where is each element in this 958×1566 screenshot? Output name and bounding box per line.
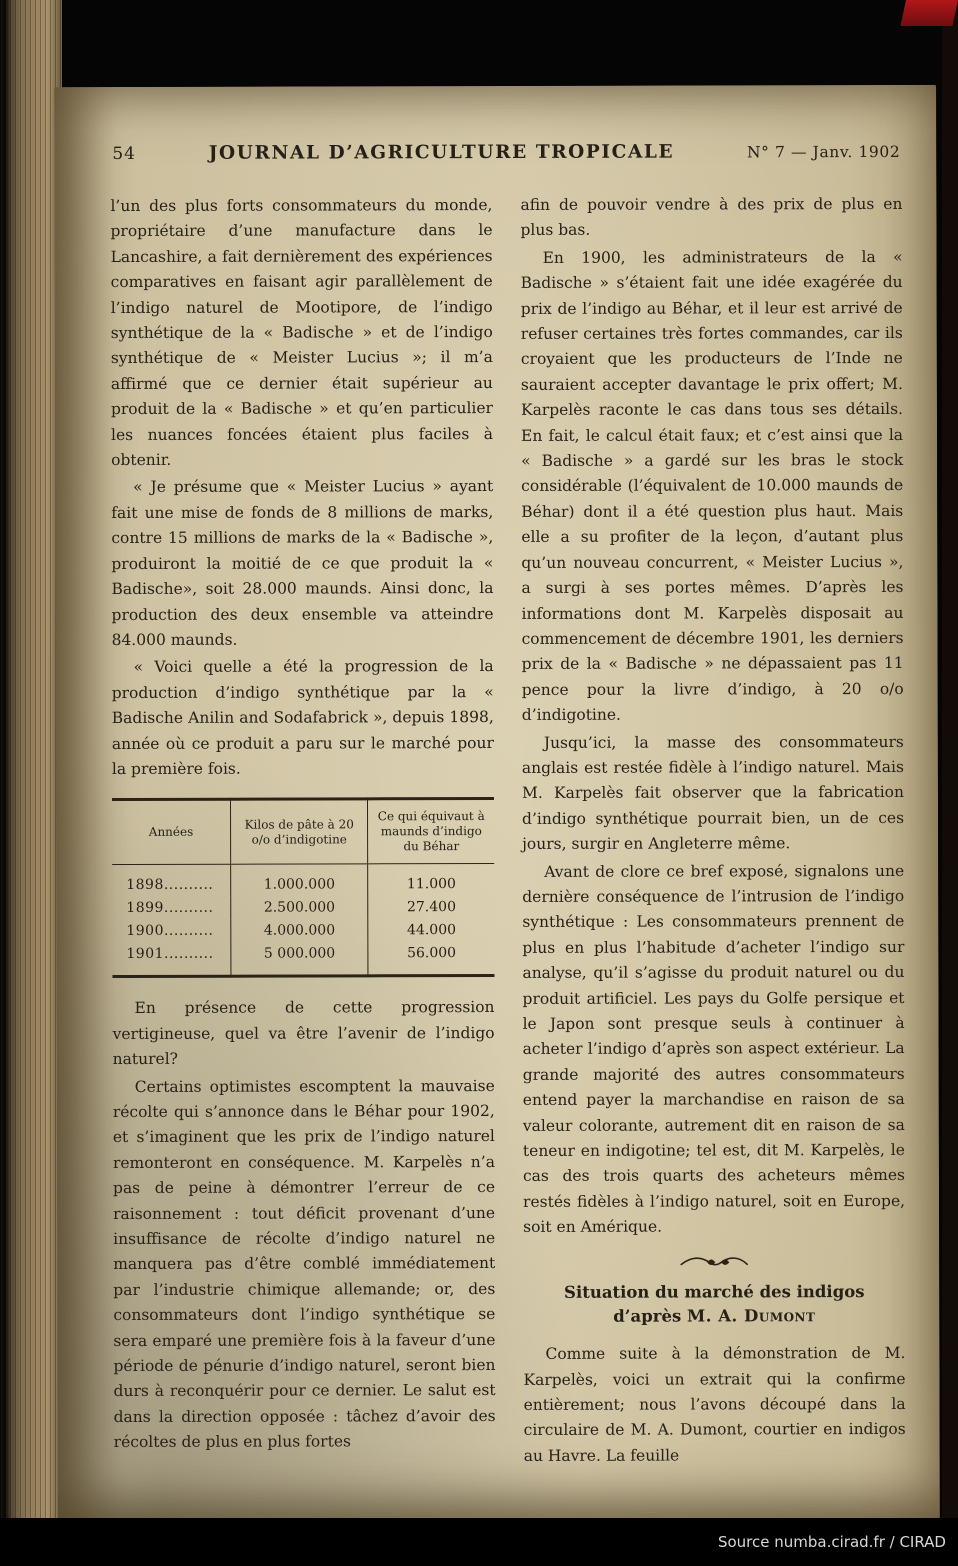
paragraph: En présence de cette progression vertigineuse, quel va être l’avenir de l’indigo naturel? — [112, 998, 495, 1069]
right-column — [520, 192, 905, 1469]
column-header: Ce qui équivaut à maunds d’indigo du Béhar — [368, 799, 494, 864]
journal-title: JOURNAL D’AGRICULTURE TROPICALE — [208, 141, 675, 164]
cell-maunds: 11.000 — [368, 864, 494, 897]
cell-year: 1898.......... — [126, 877, 214, 894]
table-row — [112, 864, 494, 898]
page-number: 54 — [112, 143, 136, 165]
left-column — [110, 193, 495, 1470]
table-row — [112, 919, 494, 943]
cell-maunds: 27.400 — [368, 896, 494, 919]
two-column-layout — [110, 192, 905, 1470]
section-heading — [523, 1280, 905, 1330]
paragraph: Jusqu’ici, la masse des consommateurs anglais est restée fidèle à l’indigo naturel. Mais M. Karpelès fait observer que la fabrication d’indigo synthétique pourrait bien, un de ces jours, surgir en Angleterre même. — [521, 732, 905, 854]
issue-label: N° 7 — Janv. 1902 — [746, 142, 901, 162]
section-title-line1: Situation du marché des indigos — [563, 1281, 865, 1302]
column-header: Années — [112, 800, 231, 865]
paragraph: l’un des plus forts consommateurs du monde, propriétaire d’une manufacture dans le Lancashire, a fait dernièrement des expériences comparatives en faisant agir parallèlement de l’indigo naturel de Mootipore, de l’indigo synthétique de la « Badische » et de l’indigo synthétique de « Meister Lucius »; il m’a affirmé que ce dernier était supérieur au produit de la « Badische » et qu’en particulier les nuances foncées étaient plus faciles à obtenir. — [110, 196, 494, 470]
section-title-line2 — [523, 1304, 905, 1330]
page-content — [110, 141, 905, 1470]
cell-year: 1900.......... — [126, 923, 214, 940]
table-header — [112, 799, 494, 865]
cell-maunds: 56.000 — [368, 942, 494, 976]
cell-maunds: 44.000 — [368, 919, 494, 942]
scanned-page — [54, 85, 940, 1521]
page-header — [110, 141, 902, 170]
column-header: Kilos de pâte à 20 o/o d’indigotine — [230, 799, 368, 864]
cell-kilos: 2.500.000 — [231, 897, 369, 920]
paragraph: « Je présume que « Meister Lucius » ayant fait une mise de fonds de 8 millions de marks, contre 15 millions de marks de la « Badische », produiront la moitié de ce que produit la « Badische», soit 28.000 maunds. Ainsi donc, la production des deux ensemble va atteindre 84.000 maunds. — [111, 477, 494, 649]
cell-year: 1901.......... — [126, 946, 214, 963]
scan-watermark-bar — [0, 1518, 958, 1566]
cell-kilos: 5 000.000 — [231, 943, 369, 977]
book-cover-edge — [942, 0, 958, 1520]
divider-ornament-icon — [523, 1254, 905, 1271]
paragraph: afin de pouvoir vendre à des prix de plus en plus bas. — [520, 194, 903, 240]
section-title-author: M. A. Dumont — [686, 1306, 816, 1326]
cell-kilos: 4.000.000 — [231, 920, 369, 943]
table-row — [112, 896, 494, 920]
section-title-prefix: d’après — [613, 1306, 688, 1327]
source-attribution: Source numba.cirad.fr / CIRAD — [717, 1533, 946, 1551]
table-row — [112, 942, 494, 976]
paragraph: Avant de clore ce bref exposé, signalons une dernière conséquence de l’intrusion de l’indigo synthétique : Les consommateurs prennent de plus en plus l’habitude d’acheter l’indigo sur analyse, qu’il s’agisse du produit naturel ou du produit artificiel. Les pays du Golfe persique et le Japon sont presque seuls à continuer à acheter l’indigo d’après son aspect extérieur. La grande majorité des autres consommateurs entend payer la marchandise en raison de sa valeur colorante, autrement dit en raison de sa teneur en indigotine; tel est, dit M. Karpelès, le cas des trois quarts des acheteurs mêmes restés fidèles à l’indigo naturel, soit en Europe, soit en Amérique. — [522, 861, 906, 1237]
cell-year: 1899.......... — [126, 900, 214, 917]
book-page-edges — [0, 0, 62, 1520]
production-table — [112, 797, 494, 978]
paragraph: « Voici quelle a été la progression de la production d’indigo synthétique par la « Badische Anilin and Sodafabrick », depuis 1898, année où ce produit a paru sur le marché pour la première fois. — [111, 657, 494, 778]
paragraph: Certains optimistes escomptent la mauvaise récolte qui s’annonce dans le Béhar pour 1902, et s’imaginent que les prix de l’indigo naturel remonteront en conséquence. M. Karpelès n’a pas de peine à démontrer l’erreur de ce raisonnement : tout déficit provenant d’une insuffisance de récolte d’indigo naturel ne manquera pas d’être comblé immédiatement par l’industrie chimique allemande; or, des consommateurs dont l’indigo synthétique se sera emparé une première fois à la faveur d’une période de pénurie d’indigo naturel, seront bien durs à reconquérir pour ce dernier. Le salut est dans la direction opposée : tâchez d’avoir des récoltes de plus en plus fortes — [112, 1076, 496, 1452]
paragraph: En 1900, les administrateurs de la « Badische » s’étaient fait une idée exagérée du prix de l’indigo au Béhar, et il leur est arrivé de refuser certaines très fortes commandes, car ils croyaient que les producteurs de l’Inde ne sauraient accepter davantage le prix offert; M. Karpelès raconte le cas dans tous ses détails. En fait, le calcul était faux; et c’est ainsi que la « Badische » a gardé sur les bras le stock considérable (l’équivalent de 10.000 maunds de Béhar) dont il a été question plus haut. Mais elle a su profiter de la leçon, d’autant plus qu’un nouveau concurrent, « Meister Lucius », a surgi à ses portes mêmes. D’après les informations dont M. Karpelès disposait au commencement de décembre 1901, les derniers prix de la « Badische » ne dépassaient pas 11 pence pour la livre d’indigo, à 20 o/o d’indigotine. — [520, 247, 904, 725]
cover-red-mark — [900, 0, 958, 26]
paragraph: Comme suite à la démonstration de M. Karpelès, voici un extrait qui la confirme entièrement; nous l’avons découpé dans la circulaire de M. A. Dumont, courtier en indigos au Havre. La feuille — [523, 1344, 906, 1465]
cell-kilos: 1.000.000 — [231, 864, 369, 897]
